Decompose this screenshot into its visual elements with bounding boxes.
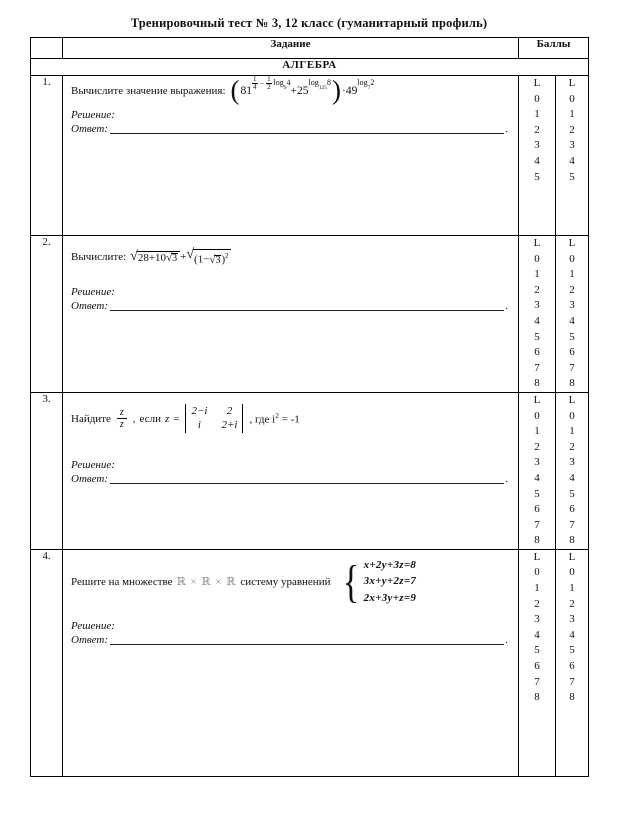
radicand-text: 28+10 — [137, 251, 167, 264]
fraction-1-4 — [252, 76, 258, 92]
score-value: 4 — [534, 314, 540, 327]
task2-number: 2. — [31, 236, 63, 393]
task3-score-col-1 — [519, 392, 556, 549]
formula-base-25: 25 — [297, 84, 309, 97]
log-term — [274, 78, 291, 90]
score-value: 5 — [534, 644, 540, 657]
task2-formula — [130, 249, 230, 266]
task3-prompt-row — [71, 404, 508, 434]
score-value: 5 — [569, 170, 575, 183]
score-value: 4 — [534, 471, 540, 484]
radical-term-1 — [130, 248, 180, 264]
z-over-zbar-fraction — [117, 407, 127, 431]
task4-number: 4. — [31, 549, 63, 776]
score-value: 6 — [534, 503, 540, 516]
task2-solution-label: Решение: — [71, 285, 115, 298]
page-title: Тренировочный тест № 3, 12 класс (гуманитарный профиль) — [130, 16, 488, 30]
task2-score-col-1 — [519, 236, 556, 393]
task1-cell — [63, 76, 519, 236]
score-value: 2 — [569, 283, 575, 296]
square-exponent: 2 — [225, 252, 229, 260]
score-value: 2 — [534, 283, 540, 296]
score-value: 2 — [569, 123, 575, 136]
score-value: 8 — [534, 691, 540, 704]
task4-cell — [63, 549, 519, 776]
score-value: 0 — [534, 409, 540, 422]
nested-radical — [166, 253, 178, 264]
score-value: L — [533, 550, 541, 563]
score-value: L — [533, 393, 541, 406]
score-value: 1 — [534, 582, 540, 595]
task1-score-col-2 — [556, 76, 589, 236]
answer-period: . — [505, 122, 508, 135]
task-row-4 — [31, 549, 589, 776]
score-value: 5 — [534, 170, 540, 183]
score-value: 2 — [534, 440, 540, 453]
score-value: L — [568, 77, 576, 89]
score-value: 5 — [569, 487, 575, 500]
task4-prompt-post: систему уравнений — [240, 575, 331, 588]
log-argument: 8 — [327, 78, 332, 88]
score-value: 8 — [569, 377, 575, 390]
plus-sign: + — [290, 84, 298, 97]
matrix-cell-r2c1: i — [197, 418, 201, 431]
exponent-block — [357, 78, 374, 90]
task2-body — [63, 236, 518, 320]
score-value: 7 — [534, 518, 540, 531]
determinant-matrix — [185, 404, 243, 434]
fraction-numerator: 1 — [267, 75, 271, 83]
score-value: 6 — [569, 660, 575, 673]
formula-base-81: 81 — [240, 84, 253, 97]
score-value: 4 — [569, 471, 575, 484]
suffix-text: = -1 — [278, 414, 300, 427]
minus-sign: − — [259, 79, 265, 89]
score-value: 3 — [569, 456, 575, 469]
score-value: 5 — [569, 644, 575, 657]
radical-sign: √ — [209, 253, 216, 266]
task2-score-col-2 — [556, 236, 589, 393]
score-value: 0 — [569, 566, 575, 579]
score-value: 4 — [569, 154, 575, 167]
table-header-row — [31, 38, 589, 59]
radicand — [193, 249, 231, 266]
score-value: 7 — [569, 675, 575, 688]
task1-prompt: Вычислите значение выражения: — [71, 84, 226, 97]
nested-radical — [209, 255, 221, 266]
score-value: 6 — [534, 346, 540, 359]
score-value: 5 — [534, 330, 540, 343]
score-value: 8 — [569, 534, 575, 547]
score-value: 1 — [534, 268, 540, 281]
i-squared-exponent: 2 — [275, 411, 279, 421]
score-value: 5 — [534, 487, 540, 500]
formula-base-49: 49 — [345, 84, 358, 97]
equation-list — [364, 557, 417, 607]
task4-answer-blank — [110, 632, 504, 645]
task1-answer-label: Ответ: — [71, 122, 109, 135]
score-value: L — [533, 237, 541, 249]
task4-score-col-1 — [519, 549, 556, 776]
log-term — [357, 78, 374, 90]
score-value: 1 — [569, 268, 575, 281]
task3-number: 3. — [31, 392, 63, 549]
score-value: L — [568, 393, 576, 406]
header-number-cell — [31, 38, 63, 59]
score-value: L — [568, 550, 576, 563]
plus-sign: + — [180, 251, 187, 264]
log-word: log — [357, 78, 368, 88]
radical-term-2 — [186, 249, 230, 266]
real-sets-symbols: ℝ × ℝ × ℝ — [176, 576, 237, 589]
equation-system: { x+2y+3z=8 3x+y+2z=7 2x+3y+z=9 — [343, 555, 417, 607]
score-value: 7 — [569, 518, 575, 531]
score-value: 3 — [534, 139, 540, 152]
task1-formula: ( 81 $\frac{1}{4}$ − $\frac{1}{2}$ $\log_94$ + 25 $\log_{125}8$ ) · 49 $\log_72$ — [230, 75, 375, 105]
radicand-text: 1− — [197, 253, 210, 266]
task2-answer-label: Ответ: — [71, 299, 109, 312]
exponent-block — [309, 78, 331, 90]
section-row — [31, 59, 589, 76]
task3-answer-blank — [110, 471, 504, 484]
task1-solution-label: Решение: — [71, 108, 115, 121]
log-base: 7 — [367, 84, 371, 91]
equation: x+2y+3z=8 — [363, 558, 417, 571]
radicand-text: 3 — [172, 252, 178, 264]
score-value: 3 — [534, 613, 540, 626]
answer-period: . — [505, 473, 508, 486]
score-value: 7 — [534, 675, 540, 688]
open-paren: ( — [194, 253, 198, 266]
score-value: 4 — [569, 628, 575, 641]
score-value: 3 — [569, 613, 575, 626]
task2-prompt: Вычислите: — [71, 251, 127, 264]
task4-prompt-pre: Решите на множестве — [71, 575, 173, 588]
multiplication-dot: · — [342, 84, 346, 97]
test-table — [30, 37, 589, 777]
equals-sign: = — [173, 412, 180, 425]
section-label: АЛГЕБРА — [31, 59, 589, 76]
log-word: log — [273, 78, 284, 88]
task4-answer-label: Ответ: — [71, 634, 109, 647]
task-row-2 — [31, 236, 589, 393]
task1-number: 1. — [31, 76, 63, 236]
task3-cell — [63, 392, 519, 549]
radicand-text: 3 — [215, 254, 221, 266]
task3-answer-label: Ответ: — [71, 473, 109, 486]
task3-prompt-find: Найдите — [71, 412, 111, 425]
task3-solution-label: Решение: — [71, 459, 115, 472]
score-value: 0 — [569, 92, 575, 105]
score-value: 1 — [534, 108, 540, 121]
score-value: 1 — [534, 425, 540, 438]
score-value: 3 — [534, 299, 540, 312]
test-document-page — [0, 16, 618, 816]
score-value: 6 — [569, 503, 575, 516]
score-value: 0 — [534, 92, 540, 105]
task-row-1 — [31, 76, 589, 236]
score-value: 2 — [569, 440, 575, 453]
task-row-3 — [31, 392, 589, 549]
score-value: 8 — [569, 691, 575, 704]
log-argument: 4 — [286, 78, 291, 88]
score-value: 7 — [534, 361, 540, 374]
task1-answer-row — [71, 121, 508, 135]
score-value: 6 — [534, 660, 540, 673]
header-task-label: Задание — [63, 38, 519, 59]
exponent-block — [252, 76, 291, 92]
score-value: 3 — [569, 139, 575, 152]
task1-body — [63, 76, 518, 143]
score-value: 6 — [569, 346, 575, 359]
task4-prompt-row — [71, 557, 508, 607]
score-value: 8 — [534, 534, 540, 547]
radical-sign: √ — [186, 247, 195, 262]
score-value: 4 — [569, 314, 575, 327]
answer-period: . — [505, 634, 508, 647]
task2-answer-blank — [110, 298, 504, 311]
score-value: 4 — [534, 628, 540, 641]
fraction-numerator: z — [117, 407, 127, 420]
radicand — [137, 251, 180, 264]
task3-suffix — [249, 411, 299, 426]
equation: 3x+y+2z=7 — [363, 575, 417, 588]
matrix-cell-r2c2: 2+i — [221, 418, 238, 431]
score-value: 4 — [534, 154, 540, 167]
task3-if-text: если — [139, 412, 161, 425]
task4-body — [63, 550, 518, 655]
log-argument: 2 — [370, 78, 375, 88]
task3-score-col-2 — [556, 392, 589, 549]
score-value: 3 — [534, 456, 540, 469]
score-value: 0 — [569, 252, 575, 265]
task4-score-col-2 — [556, 549, 589, 776]
log-word: log — [308, 78, 319, 88]
score-value: 1 — [569, 582, 575, 595]
task1-prompt-row — [71, 75, 508, 105]
fraction-1-2 — [266, 76, 272, 92]
task2-cell — [63, 236, 519, 393]
matrix-cell-r1c2: 2 — [226, 404, 233, 417]
close-paren: ) — [221, 253, 226, 266]
radical-sign: √ — [130, 248, 138, 264]
score-value: 1 — [569, 108, 575, 121]
task3-answer-row — [71, 471, 508, 485]
radical-sign: √ — [166, 251, 173, 264]
log-base: 9 — [283, 84, 287, 91]
score-value: L — [568, 237, 576, 249]
task1-answer-blank — [110, 121, 504, 134]
score-value: 7 — [569, 361, 575, 374]
task3-body — [63, 393, 518, 494]
log-term — [309, 78, 331, 90]
suffix-text: , где i — [249, 414, 276, 427]
score-value: 0 — [534, 566, 540, 579]
fraction-numerator: 1 — [253, 75, 257, 83]
task4-solution-label: Решение: — [71, 620, 115, 633]
z-variable: z — [164, 412, 170, 425]
task2-prompt-row — [71, 249, 508, 266]
task1-score-col-1 — [519, 76, 556, 236]
score-value: 3 — [569, 299, 575, 312]
score-value: 2 — [534, 123, 540, 136]
score-value: L — [533, 77, 541, 89]
log-base: 125 — [318, 84, 328, 91]
matrix-cell-r1c1: 2−i — [191, 404, 208, 417]
answer-period: . — [505, 299, 508, 312]
fraction-denominator-conjugate: z — [119, 419, 124, 431]
equation: 2x+3y+z=9 — [363, 591, 417, 604]
score-value: 8 — [534, 377, 540, 390]
score-value: 2 — [569, 597, 575, 610]
comma: , — [132, 412, 136, 425]
score-value: 1 — [569, 425, 575, 438]
score-value: 2 — [534, 597, 540, 610]
fraction-denominator: 2 — [267, 83, 271, 92]
task4-answer-row — [71, 632, 508, 646]
header-points-label: Баллы — [519, 38, 589, 59]
fraction-denominator: 4 — [253, 83, 257, 92]
task2-answer-row — [71, 298, 508, 312]
score-value: 5 — [569, 330, 575, 343]
score-value: 0 — [534, 252, 540, 265]
score-value: 0 — [569, 409, 575, 422]
